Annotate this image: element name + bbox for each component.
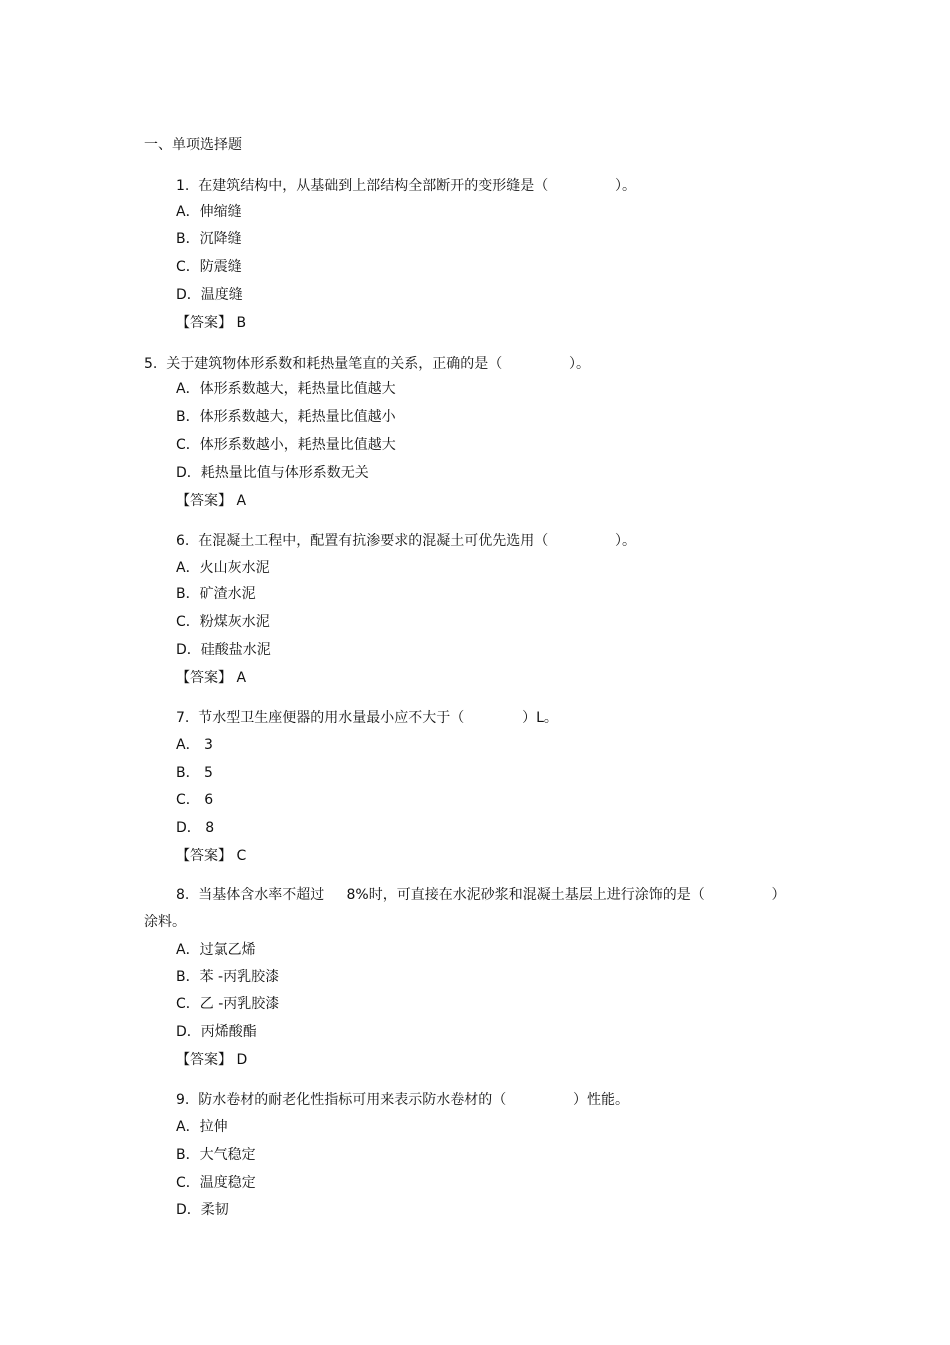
question-stem: 8. 当基体含水率不超过 8%时，可直接在水泥砂浆和混凝土基层上进行涂饰的是（ ） bbox=[176, 887, 786, 903]
question-stem-continuation: 涂料。 bbox=[144, 914, 186, 930]
option-b: B．体形系数越大，耗热量比值越小 bbox=[176, 409, 396, 425]
answer: 【答案】 C bbox=[176, 848, 247, 864]
section-title: 一、单项选择题 bbox=[144, 137, 242, 153]
option-a: A． 3 bbox=[176, 737, 213, 753]
option-a: A．过氯乙烯 bbox=[176, 942, 256, 958]
option-c: C．粉煤灰水泥 bbox=[176, 614, 270, 630]
option-b: B．苯 -丙乳胶漆 bbox=[176, 969, 280, 985]
option-a: A．拉伸 bbox=[176, 1119, 228, 1135]
option-d: D．耗热量比值与体形系数无关 bbox=[176, 465, 369, 481]
option-b: B．矿渣水泥 bbox=[176, 586, 256, 602]
option-d: D．丙烯酸酯 bbox=[176, 1024, 257, 1040]
option-c: C．乙 -丙乳胶漆 bbox=[176, 996, 280, 1012]
option-b: B．沉降缝 bbox=[176, 231, 242, 247]
answer: 【答案】 A bbox=[176, 670, 247, 686]
question-stem: 7. 节水型卫生座便器的用水量最小应不大于（ ）L。 bbox=[176, 710, 558, 726]
option-d: D．柔韧 bbox=[176, 1202, 229, 1218]
option-d: D．温度缝 bbox=[176, 287, 243, 303]
answer: 【答案】 A bbox=[176, 493, 247, 509]
option-d: D． 8 bbox=[176, 820, 215, 836]
option-a: A．体形系数越大，耗热量比值越大 bbox=[176, 381, 396, 397]
question-stem: 1. 在建筑结构中，从基础到上部结构全部断开的变形缝是（ ）。 bbox=[176, 178, 637, 194]
option-d: D．硅酸盐水泥 bbox=[176, 642, 271, 658]
option-c: C．温度稳定 bbox=[176, 1175, 256, 1191]
question-stem: 9. 防水卷材的耐老化性指标可用来表示防水卷材的（ ）性能。 bbox=[176, 1092, 630, 1108]
option-a: A．伸缩缝 bbox=[176, 204, 242, 220]
option-c: C． 6 bbox=[176, 792, 214, 808]
option-a: A．火山灰水泥 bbox=[176, 560, 270, 576]
option-b: B． 5 bbox=[176, 765, 213, 781]
option-b: B．大气稳定 bbox=[176, 1147, 256, 1163]
option-c: C．体形系数越小，耗热量比值越大 bbox=[176, 437, 396, 453]
answer: 【答案】 B bbox=[176, 315, 247, 331]
question-stem: 6. 在混凝土工程中，配置有抗渗要求的混凝土可优先选用（ ）。 bbox=[176, 533, 637, 549]
answer: 【答案】 D bbox=[176, 1052, 248, 1068]
option-c: C．防震缝 bbox=[176, 259, 242, 275]
question-stem: 5. 关于建筑物体形系数和耗热量笔直的关系，正确的是（ ）。 bbox=[144, 356, 591, 372]
